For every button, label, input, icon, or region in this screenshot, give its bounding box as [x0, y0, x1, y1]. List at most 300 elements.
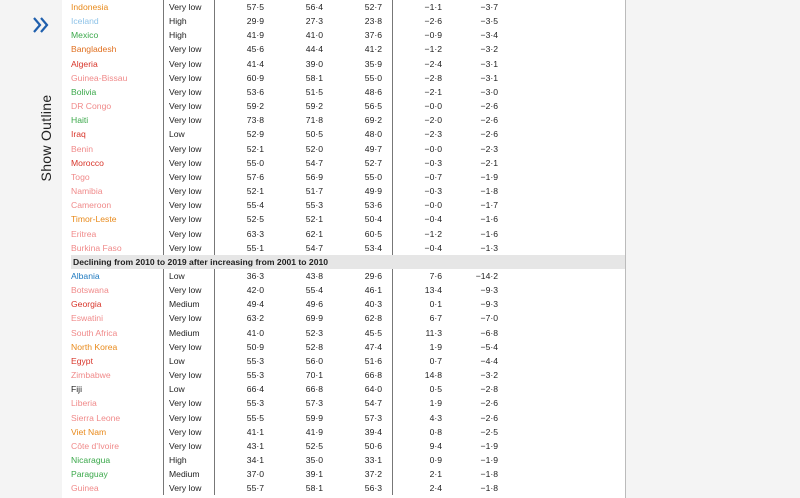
value-2019-cell: 60·5: [364, 228, 382, 239]
table-row: [71, 212, 626, 226]
empty-cell: [512, 28, 626, 42]
sdi-cell: Medium: [164, 326, 215, 340]
country-cell: Guinea-Bissau: [71, 72, 128, 83]
table-row: [71, 71, 626, 85]
country-cell: Eritrea: [71, 228, 97, 239]
change-2001-2010-cell: −0·0: [393, 142, 451, 156]
value-2019-cell: 33·1: [364, 455, 382, 465]
country-cell: Cameroon: [71, 200, 112, 211]
country-cell: Fiji: [71, 384, 82, 395]
sdi-cell: High: [164, 14, 215, 28]
change-2001-2010-cell: −1·2: [393, 42, 451, 56]
change-2010-2019-cell: −2·6: [480, 115, 498, 126]
value-2019-cell: 46·1: [364, 285, 382, 296]
empty-cell: [512, 439, 626, 453]
value-2010-cell: 57·3: [305, 398, 323, 409]
table-row: [71, 241, 626, 255]
sdi-cell: Very low: [164, 241, 215, 255]
empty-cell: [512, 212, 626, 226]
value-2010-cell: 52·0: [305, 143, 323, 154]
change-2010-2019-cell: −2·6: [480, 129, 498, 140]
change-2010-2019-cell: −1·7: [480, 200, 498, 211]
change-2010-2019-cell: −3·4: [480, 30, 498, 41]
change-2001-2010-cell: −0·4: [393, 212, 451, 226]
value-2001-cell: 55·1: [215, 241, 275, 255]
value-2001-cell: 53·6: [215, 85, 275, 99]
value-2019-cell: 52·7: [364, 2, 382, 12]
empty-cell: [512, 42, 626, 56]
change-2010-2019-cell: −2·6: [480, 412, 498, 423]
change-2010-2019-cell: −2·6: [480, 101, 498, 112]
empty-cell: [512, 453, 626, 467]
sdi-cell: Low: [164, 382, 215, 396]
value-2019-cell: 55·0: [364, 171, 382, 182]
change-2001-2010-cell: −0·3: [393, 184, 451, 198]
empty-cell: [512, 311, 626, 325]
country-cell: Paraguay: [71, 469, 108, 480]
country-cell: Zimbabwe: [71, 370, 111, 381]
change-2010-2019-cell: −2·6: [480, 398, 498, 409]
sdi-cell: Medium: [164, 297, 215, 311]
change-2010-2019-cell: −1·9: [480, 171, 498, 182]
table-row: [71, 439, 626, 453]
country-cell: Bolivia: [71, 86, 97, 97]
empty-cell: [512, 14, 626, 28]
table-row: [71, 57, 626, 71]
country-cell: Morocco: [71, 157, 104, 168]
sdi-cell: Very low: [164, 198, 215, 212]
value-2019-cell: 49·9: [364, 186, 382, 197]
value-2010-cell: 51·7: [305, 186, 323, 197]
empty-cell: [512, 368, 626, 382]
country-cell: South Africa: [71, 327, 118, 338]
value-2010-cell: 58·1: [305, 72, 323, 83]
change-2001-2010-cell: 0·8: [393, 425, 451, 439]
change-2001-2010-cell: −0·4: [393, 241, 451, 255]
change-2001-2010-cell: −2·3: [393, 127, 451, 141]
value-2019-cell: 66·8: [364, 370, 382, 381]
value-2001-cell: 73·8: [215, 113, 275, 127]
value-2010-cell: 35·0: [305, 455, 323, 465]
value-2019-cell: 23·8: [364, 16, 382, 27]
data-table: [71, 0, 626, 495]
change-2010-2019-cell: −1·6: [480, 228, 498, 239]
value-2010-cell: 58·1: [305, 483, 323, 494]
value-2019-cell: 39·4: [364, 426, 382, 437]
value-2019-cell: 41·2: [364, 44, 382, 55]
table-row: [71, 170, 626, 184]
empty-cell: [512, 113, 626, 127]
value-2019-cell: 48·6: [364, 86, 382, 97]
empty-cell: [512, 184, 626, 198]
sdi-cell: Low: [164, 354, 215, 368]
sdi-cell: Very low: [164, 0, 215, 14]
value-2010-cell: 62·1: [305, 228, 323, 239]
value-2010-cell: 41·9: [305, 426, 323, 437]
table-row: [71, 453, 626, 467]
value-2010-cell: 27·3: [305, 16, 323, 27]
value-2001-cell: 42·0: [215, 283, 275, 297]
value-2010-cell: 71·8: [305, 115, 323, 126]
change-2001-2010-cell: −1·2: [393, 227, 451, 241]
empty-cell: [512, 411, 626, 425]
value-2001-cell: 37·0: [215, 467, 275, 481]
change-2010-2019-cell: −3·5: [480, 16, 498, 27]
country-cell: Namibia: [71, 186, 103, 197]
empty-cell: [512, 354, 626, 368]
change-2010-2019-cell: −2·1: [480, 157, 498, 168]
change-2010-2019-cell: −1·8: [480, 469, 498, 480]
value-2019-cell: 53·4: [364, 242, 382, 253]
table-row: [71, 354, 626, 368]
value-2001-cell: 60·9: [215, 71, 275, 85]
value-2019-cell: 55·0: [364, 72, 382, 83]
show-outline-button[interactable]: Show Outline: [38, 94, 54, 182]
change-2001-2010-cell: −0·7: [393, 170, 451, 184]
value-2010-cell: 44·4: [305, 44, 323, 55]
country-cell: Benin: [71, 143, 93, 154]
section-header-row: [71, 255, 626, 269]
value-2001-cell: 41·9: [215, 28, 275, 42]
change-2010-2019-cell: −4·4: [480, 355, 498, 366]
empty-cell: [512, 382, 626, 396]
country-cell: Georgia: [71, 299, 102, 310]
table-row: [71, 326, 626, 340]
table-row: [71, 340, 626, 354]
change-2001-2010-cell: −0·9: [393, 28, 451, 42]
value-2019-cell: 45·5: [364, 327, 382, 338]
change-2010-2019-cell: −1·6: [480, 214, 498, 225]
value-2001-cell: 55·3: [215, 368, 275, 382]
value-2001-cell: 36·3: [215, 269, 275, 283]
value-2001-cell: 63·3: [215, 227, 275, 241]
section-header: Declining from 2010 to 2019 after increasing from 2001 to 2010: [71, 255, 626, 269]
country-cell: Eswatini: [71, 313, 103, 324]
value-2010-cell: 39·1: [305, 469, 323, 480]
value-2010-cell: 51·5: [305, 86, 323, 97]
country-cell: Timor-Leste: [71, 214, 117, 225]
country-cell: Haiti: [71, 115, 89, 126]
change-2001-2010-cell: 2·4: [393, 481, 451, 495]
table-row: [71, 382, 626, 396]
table-row: [71, 142, 626, 156]
value-2001-cell: 57·5: [215, 0, 275, 14]
value-2001-cell: 52·9: [215, 127, 275, 141]
value-2001-cell: 34·1: [215, 453, 275, 467]
value-2010-cell: 49·6: [305, 299, 323, 310]
value-2019-cell: 51·6: [364, 355, 382, 366]
change-2001-2010-cell: −2·6: [393, 14, 451, 28]
value-2019-cell: 29·6: [364, 270, 382, 281]
empty-cell: [512, 99, 626, 113]
value-2019-cell: 56·3: [364, 483, 382, 494]
change-2010-2019-cell: −1·3: [480, 242, 498, 253]
value-2001-cell: 41·4: [215, 57, 275, 71]
change-2010-2019-cell: −1·8: [480, 483, 498, 494]
empty-cell: [512, 481, 626, 495]
empty-cell: [512, 340, 626, 354]
value-2001-cell: 63·2: [215, 311, 275, 325]
sdi-cell: Very low: [164, 42, 215, 56]
change-2001-2010-cell: −2·4: [393, 57, 451, 71]
value-2001-cell: 49·4: [215, 297, 275, 311]
table-row: [71, 113, 626, 127]
table-row: [71, 368, 626, 382]
change-2010-2019-cell: −2·3: [480, 143, 498, 154]
value-2010-cell: 50·5: [305, 129, 323, 140]
sdi-cell: Very low: [164, 411, 215, 425]
country-cell: Iceland: [71, 16, 99, 27]
empty-cell: [512, 198, 626, 212]
value-2001-cell: 55·4: [215, 198, 275, 212]
value-2001-cell: 41·1: [215, 425, 275, 439]
value-2010-cell: 56·9: [305, 171, 323, 182]
value-2010-cell: 52·1: [305, 214, 323, 225]
country-cell: Mexico: [71, 30, 99, 41]
double-chevron-right-icon[interactable]: [30, 14, 52, 36]
change-2010-2019-cell: −3·1: [480, 72, 498, 83]
country-cell: Viet Nam: [71, 426, 107, 437]
empty-cell: [512, 170, 626, 184]
value-2019-cell: 56·5: [364, 101, 382, 112]
sidebar: [0, 0, 60, 498]
value-2001-cell: 55·0: [215, 156, 275, 170]
sdi-cell: Very low: [164, 142, 215, 156]
empty-cell: [512, 57, 626, 71]
country-cell: Côte d'Ivoire: [71, 440, 119, 451]
change-2010-2019-cell: −9·3: [480, 285, 498, 296]
country-cell: Sierra Leone: [71, 412, 121, 423]
change-2001-2010-cell: 7·6: [393, 269, 451, 283]
value-2010-cell: 59·9: [305, 412, 323, 423]
sdi-cell: Very low: [164, 439, 215, 453]
value-2019-cell: 54·7: [364, 398, 382, 409]
change-2001-2010-cell: −2·1: [393, 85, 451, 99]
table-row: [71, 311, 626, 325]
table-row: [71, 99, 626, 113]
value-2001-cell: 55·3: [215, 396, 275, 410]
table-row: [71, 425, 626, 439]
empty-cell: [512, 142, 626, 156]
value-2001-cell: 52·1: [215, 184, 275, 198]
table-row: [71, 467, 626, 481]
value-2001-cell: 55·7: [215, 481, 275, 495]
table-row: [71, 42, 626, 56]
change-2010-2019-cell: −2·8: [480, 384, 498, 395]
change-2010-2019-cell: −5·4: [480, 341, 498, 352]
country-cell: Iraq: [71, 129, 86, 140]
sdi-cell: Very low: [164, 311, 215, 325]
empty-cell: [512, 227, 626, 241]
table-row: [71, 184, 626, 198]
value-2019-cell: 37·6: [364, 30, 382, 41]
change-2001-2010-cell: 0·1: [393, 297, 451, 311]
change-2010-2019-cell: −1·9: [480, 455, 498, 465]
change-2001-2010-cell: −0·0: [393, 198, 451, 212]
change-2001-2010-cell: 0·7: [393, 354, 451, 368]
change-2001-2010-cell: 1·9: [393, 340, 451, 354]
table-row: [71, 411, 626, 425]
sdi-cell: Low: [164, 269, 215, 283]
change-2001-2010-cell: 14·8: [393, 368, 451, 382]
empty-cell: [512, 297, 626, 311]
value-2019-cell: 37·2: [364, 469, 382, 480]
change-2010-2019-cell: −3·1: [480, 58, 498, 69]
value-2019-cell: 53·6: [364, 200, 382, 211]
value-2001-cell: 55·3: [215, 354, 275, 368]
change-2010-2019-cell: −1·9: [480, 440, 498, 451]
value-2010-cell: 56·0: [305, 355, 323, 366]
sdi-cell: Very low: [164, 57, 215, 71]
empty-cell: [512, 283, 626, 297]
value-2010-cell: 56·4: [305, 2, 323, 12]
table-row: [71, 227, 626, 241]
empty-cell: [512, 241, 626, 255]
change-2010-2019-cell: −9·3: [480, 299, 498, 310]
value-2001-cell: 45·6: [215, 42, 275, 56]
change-2001-2010-cell: −0·3: [393, 156, 451, 170]
change-2001-2010-cell: 6·7: [393, 311, 451, 325]
empty-cell: [512, 127, 626, 141]
value-2010-cell: 66·8: [305, 384, 323, 395]
change-2001-2010-cell: 4·3: [393, 411, 451, 425]
sdi-cell: Very low: [164, 156, 215, 170]
sdi-cell: Very low: [164, 425, 215, 439]
table-row: [71, 0, 626, 14]
value-2010-cell: 70·1: [305, 370, 323, 381]
table-row: [71, 85, 626, 99]
empty-cell: [512, 467, 626, 481]
value-2001-cell: 52·1: [215, 142, 275, 156]
value-2019-cell: 47·4: [364, 341, 382, 352]
sdi-cell: Very low: [164, 99, 215, 113]
value-2010-cell: 43·8: [305, 270, 323, 281]
value-2010-cell: 54·7: [305, 157, 323, 168]
value-2019-cell: 57·3: [364, 412, 382, 423]
value-2010-cell: 55·4: [305, 285, 323, 296]
value-2001-cell: 59·2: [215, 99, 275, 113]
table-body-top: [71, 0, 626, 255]
sdi-cell: Very low: [164, 170, 215, 184]
value-2019-cell: 40·3: [364, 299, 382, 310]
change-2010-2019-cell: −3·2: [480, 44, 498, 55]
value-2010-cell: 54·7: [305, 242, 323, 253]
value-2010-cell: 55·3: [305, 200, 323, 211]
value-2019-cell: 64·0: [364, 384, 382, 395]
value-2001-cell: 55·5: [215, 411, 275, 425]
empty-cell: [512, 156, 626, 170]
value-2019-cell: 35·9: [364, 58, 382, 69]
table-row: [71, 156, 626, 170]
empty-cell: [512, 0, 626, 14]
value-2010-cell: 69·9: [305, 313, 323, 324]
sdi-cell: Very low: [164, 283, 215, 297]
change-2001-2010-cell: 13·4: [393, 283, 451, 297]
sdi-cell: Very low: [164, 71, 215, 85]
sdi-cell: Very low: [164, 340, 215, 354]
table-row: [71, 28, 626, 42]
sdi-cell: Very low: [164, 396, 215, 410]
country-cell: DR Congo: [71, 101, 112, 112]
value-2010-cell: 52·5: [305, 440, 323, 451]
empty-cell: [512, 85, 626, 99]
table-row: [71, 198, 626, 212]
value-2010-cell: 52·8: [305, 341, 323, 352]
empty-cell: [512, 396, 626, 410]
sdi-cell: Low: [164, 127, 215, 141]
country-cell: Togo: [71, 171, 90, 182]
value-2001-cell: 41·0: [215, 326, 275, 340]
sdi-cell: Very low: [164, 368, 215, 382]
change-2001-2010-cell: −1·1: [393, 0, 451, 14]
table-body-bottom: [71, 269, 626, 496]
table-row: [71, 269, 626, 283]
value-2010-cell: 41·0: [305, 30, 323, 41]
value-2019-cell: 52·7: [364, 157, 382, 168]
sdi-cell: High: [164, 453, 215, 467]
change-2001-2010-cell: 9·4: [393, 439, 451, 453]
change-2001-2010-cell: 0·9: [393, 453, 451, 467]
table-row: [71, 283, 626, 297]
country-cell: Indonesia: [71, 2, 109, 12]
sdi-cell: Very low: [164, 227, 215, 241]
sdi-cell: Very low: [164, 85, 215, 99]
value-2019-cell: 50·6: [364, 440, 382, 451]
country-cell: Liberia: [71, 398, 97, 409]
change-2001-2010-cell: 1·9: [393, 396, 451, 410]
change-2010-2019-cell: −6·8: [480, 327, 498, 338]
table-row: [71, 127, 626, 141]
country-cell: Guinea: [71, 483, 99, 494]
change-2010-2019-cell: −7·0: [480, 313, 498, 324]
value-2001-cell: 66·4: [215, 382, 275, 396]
value-2019-cell: 50·4: [364, 214, 382, 225]
country-cell: Egypt: [71, 355, 93, 366]
empty-cell: [512, 326, 626, 340]
change-2010-2019-cell: −2·5: [480, 426, 498, 437]
change-2010-2019-cell: −14·2: [475, 270, 498, 281]
value-2001-cell: 50·9: [215, 340, 275, 354]
country-cell: Algeria: [71, 58, 98, 69]
table-row: [71, 481, 626, 495]
table-row: [71, 14, 626, 28]
sdi-cell: Very low: [164, 184, 215, 198]
change-2001-2010-cell: −2·0: [393, 113, 451, 127]
change-2001-2010-cell: −0·0: [393, 99, 451, 113]
country-cell: Bangladesh: [71, 44, 117, 55]
value-2001-cell: 57·6: [215, 170, 275, 184]
value-2010-cell: 39·0: [305, 58, 323, 69]
country-cell: Albania: [71, 270, 100, 281]
change-2010-2019-cell: −3·2: [480, 370, 498, 381]
country-cell: Nicaragua: [71, 455, 111, 465]
value-2001-cell: 52·5: [215, 212, 275, 226]
empty-cell: [512, 71, 626, 85]
change-2001-2010-cell: 11·3: [393, 326, 451, 340]
change-2010-2019-cell: −3·7: [480, 2, 498, 12]
value-2010-cell: 59·2: [305, 101, 323, 112]
change-2010-2019-cell: −3·0: [480, 86, 498, 97]
value-2001-cell: 43·1: [215, 439, 275, 453]
change-2001-2010-cell: 2·1: [393, 467, 451, 481]
sdi-cell: Very low: [164, 212, 215, 226]
country-cell: Botswana: [71, 285, 109, 296]
value-2010-cell: 52·3: [305, 327, 323, 338]
sdi-cell: Very low: [164, 113, 215, 127]
table-row: [71, 396, 626, 410]
sdi-cell: Very low: [164, 481, 215, 495]
change-2010-2019-cell: −1·8: [480, 186, 498, 197]
